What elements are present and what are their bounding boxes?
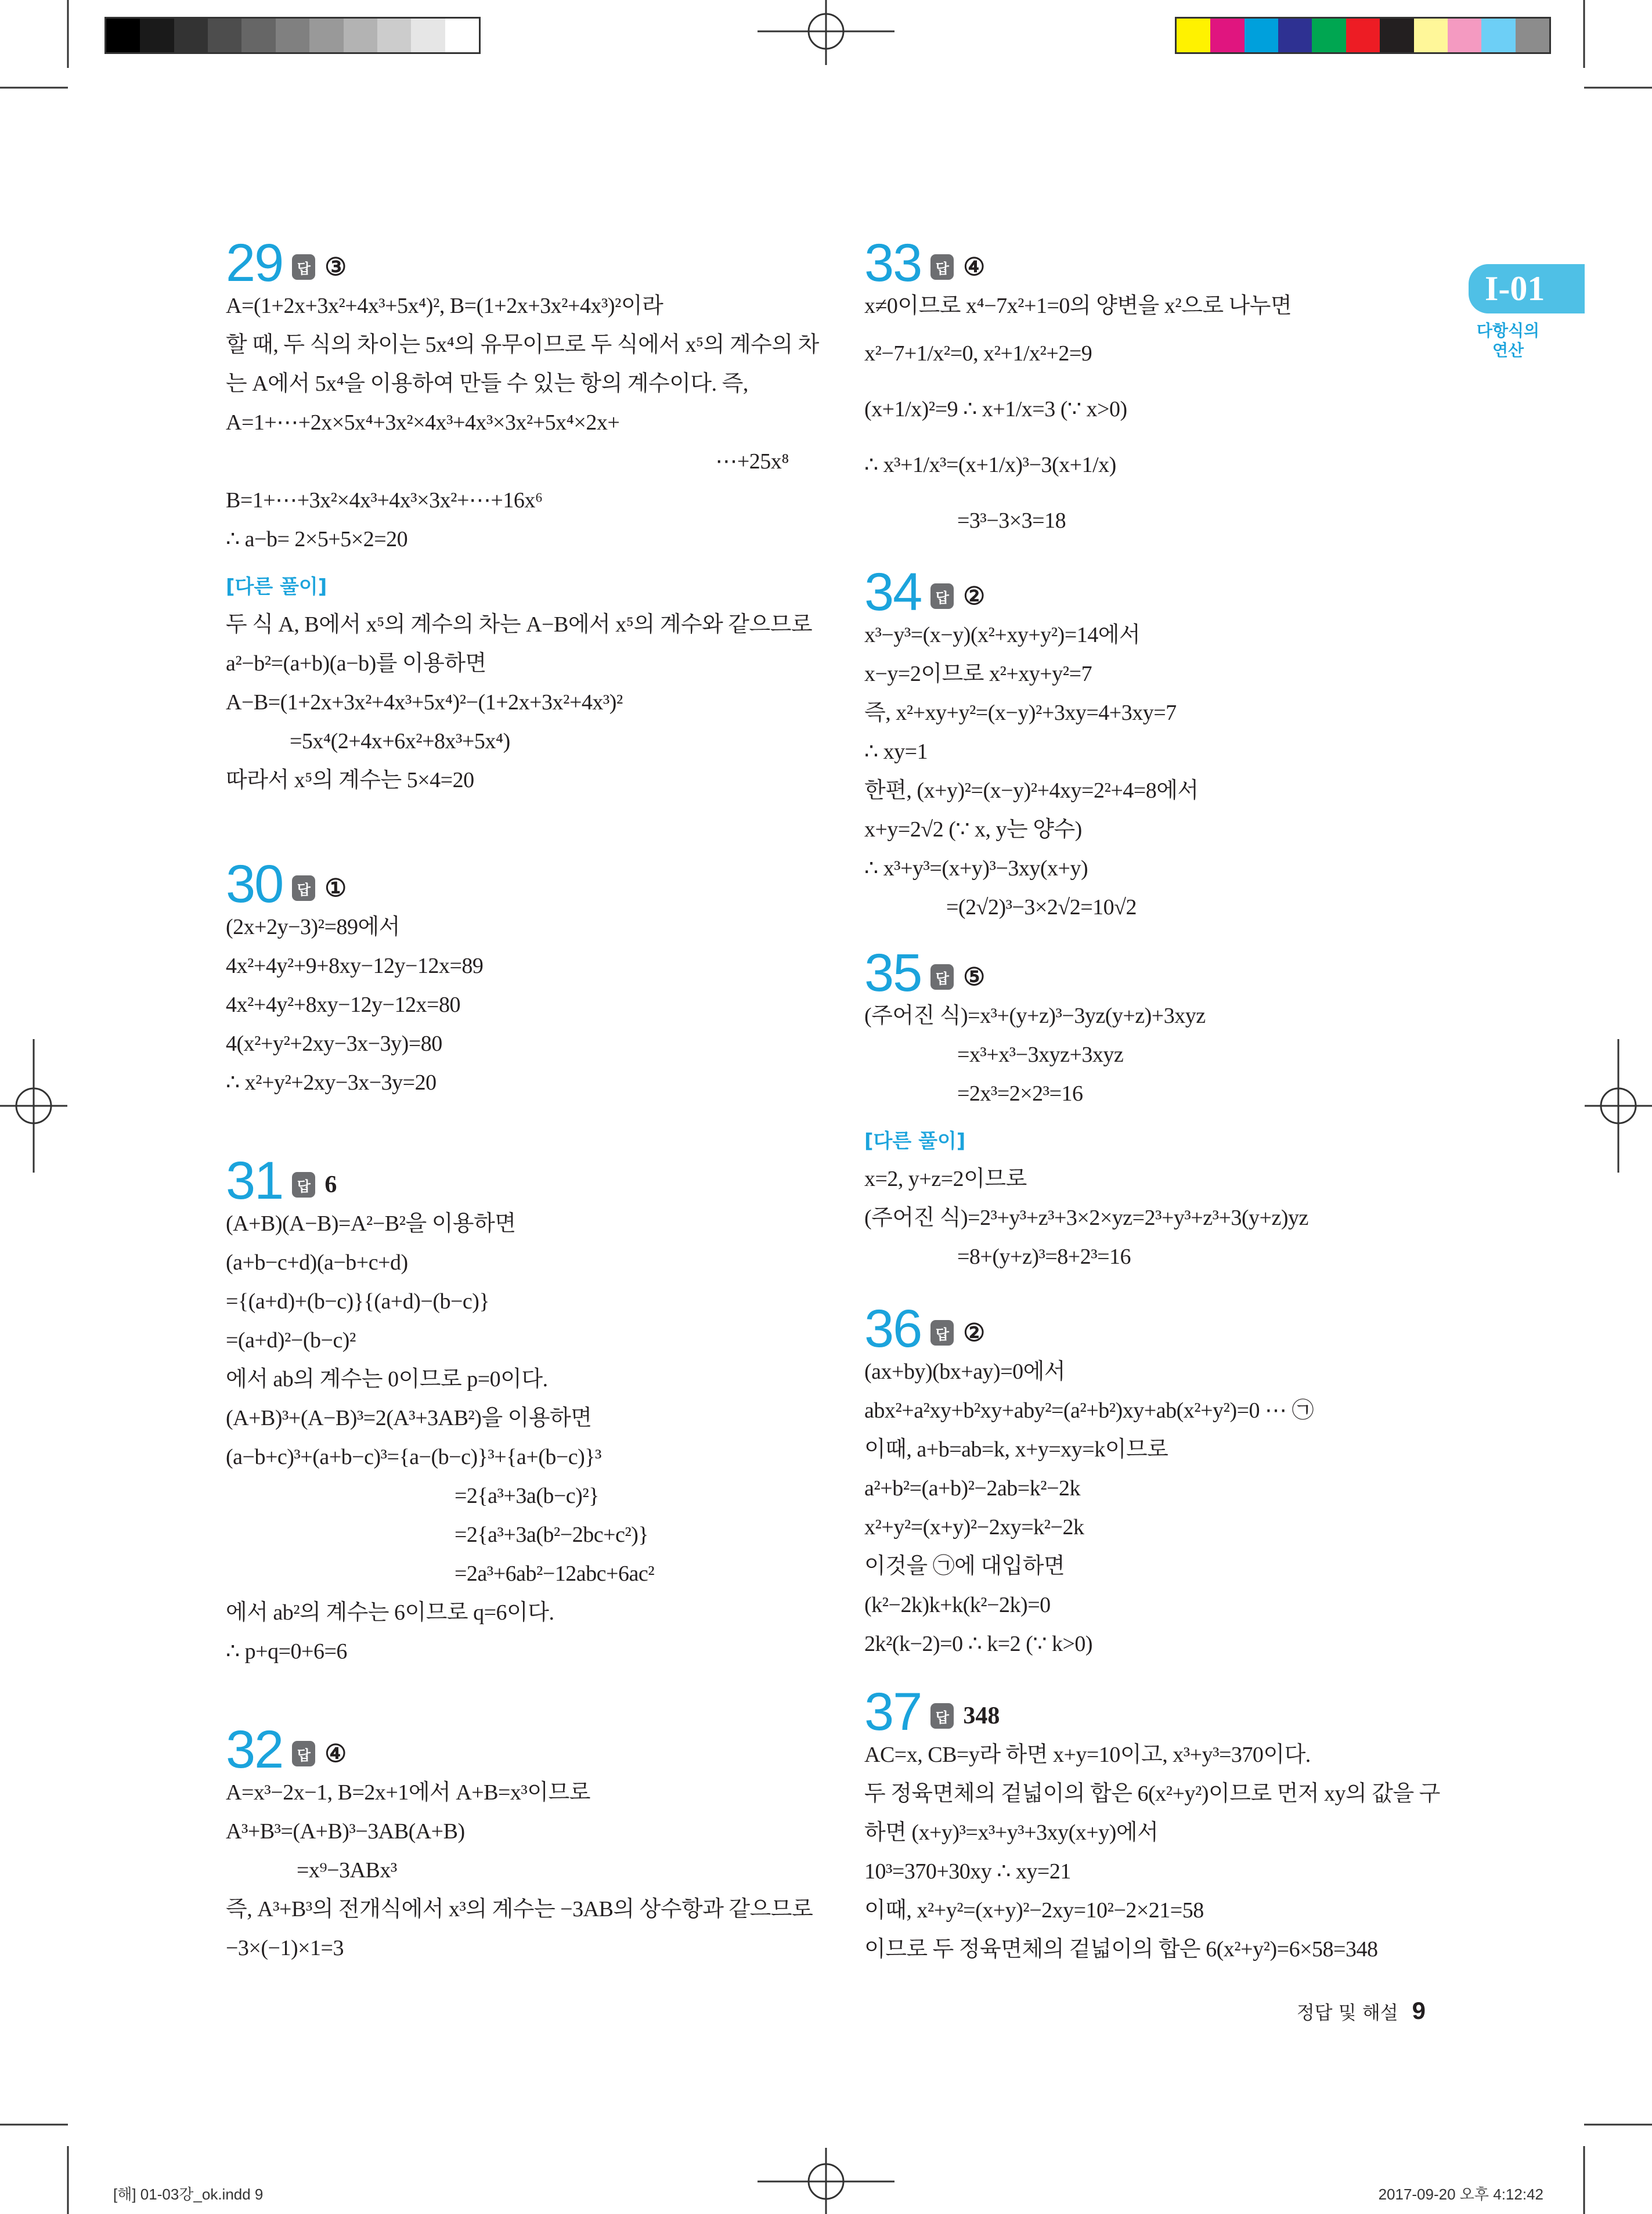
solution-line: (a+b−c+d)(a−b+c+d) [226,1250,408,1275]
solution-line: 4x²+4y²+8xy−12y−12x=80 [226,993,460,1017]
solution-line: (A+B)³+(A−B)³=2(A³+3AB²)을 이용하면 [226,1406,592,1430]
solution-line: =x⁹−3ABx³ [297,1858,397,1883]
problem-number: 35 [864,943,922,1003]
solution-line: x+y=2√2 (∵ x, y는 양수) [864,817,1082,842]
solution-line: =(2√2)³−3×2√2=10√2 [946,895,1137,920]
color-swatch [309,19,343,52]
solution-line: 이것을 ㉠에 대입하면 [864,1554,1065,1578]
problem-header [864,1299,1456,1358]
solution-line: A³+B³=(A+B)³−3AB(A+B) [226,1819,465,1844]
answer-badge: 답 [292,1172,315,1198]
answer-badge: 답 [930,254,954,280]
solution-line: B=1+⋯+3x²×4x³+4x³×3x²+⋯+16x⁶ [226,488,543,513]
problem-number: 33 [864,233,922,293]
color-swatch [1481,19,1515,52]
solution-line: (주어진 식)=x³+(y+z)³−3yz(y+z)+3xyz [864,1004,1206,1028]
solution-line: x³−y³=(x−y)(x²+xy+y²)=14에서 [864,623,1141,647]
color-swatch [1346,19,1380,52]
problem-header [864,562,1456,622]
solution-line: AC=x, CB=y라 하면 x+y=10이고, x³+y³=370이다. [864,1743,1311,1767]
problem-header [226,233,806,293]
solution-line: ∴ x³+1/x³=(x+1/x)³−3(x+1/x) [864,453,1116,477]
color-swatch [411,19,445,52]
color-swatch [1448,19,1481,52]
problem-header [864,943,1456,1003]
chapter-tab [1469,264,1585,313]
solution-line: =3³−3×3=18 [957,509,1066,533]
page-footer [1297,1997,1426,2025]
answer-value: 6 [324,1171,337,1198]
color-swatch [1245,19,1278,52]
solution-line: 하면 (x+y)³=x³+y³+3xy(x+y)에서 [864,1820,1159,1845]
problem-number: 29 [226,233,283,293]
color-swatch [1380,19,1413,52]
solution-36 [864,1299,1456,1664]
color-swatch [1516,19,1549,52]
color-swatch [1414,19,1448,52]
alternative-solution-line: A−B=(1+2x+3x²+4x³+5x⁴)²−(1+2x+3x²+4x³)² [226,690,623,715]
answer-badge: 답 [292,1741,315,1766]
chapter-tab-label: I-01 [1485,269,1545,308]
solution-31 [226,1151,806,1671]
solution-line: =2a³+6ab²−12abc+6ac² [455,1562,655,1586]
color-swatch [1312,19,1346,52]
solution-line: x²+y²=(x+y)²−2xy=k²−2k [864,1515,1084,1539]
answer-value: ④ [963,254,985,281]
solution-line: (ax+by)(bx+ay)=0에서 [864,1360,1066,1384]
answer-value: ② [963,583,985,610]
slug-timestamp: 2017-09-20 오후 4:12:42 [1378,2186,1543,2203]
solution-line: 한편, (x+y)²=(x−y)²+4xy=2²+4=8에서 [864,778,1199,803]
color-swatch [208,19,241,52]
solution-line: A=x³−2x−1, B=2x+1에서 A+B=x³이므로 [226,1780,590,1805]
problem-number: 32 [226,1720,283,1779]
alternative-solution-label: [다른 풀이] [864,1130,966,1153]
grayscale-calibration-bar [104,17,481,54]
solution-line: 2k²(k−2)=0 ∴ k=2 (∵ k>0) [864,1632,1093,1656]
solution-line: (a−b+c)³+(a+b−c)³={a−(b−c)}³+{a+(b−c)}³ [226,1445,601,1469]
solution-35 [864,943,1456,1277]
answer-value: ⑤ [963,964,985,991]
problem-number: 31 [226,1151,283,1210]
problem-header [226,1151,806,1210]
alternative-solution-line: =8+(y+z)³=8+2³=16 [957,1245,1131,1269]
chapter-title-line2: 연산 [1492,341,1524,360]
solution-line: =2{a³+3a(b²−2bc+c²)} [455,1523,649,1547]
solution-32 [226,1720,813,1968]
color-swatch [1278,19,1312,52]
color-calibration-bar [1175,17,1551,54]
solution-line: 즉, x²+xy+y²=(x−y)²+3xy=4+3xy=7 [864,701,1177,725]
solution-line: a²+b²=(a+b)²−2ab=k²−2k [864,1476,1081,1501]
solution-33 [864,233,1456,549]
alternative-solution-line: (주어진 식)=2³+y³+z³+3×2×yz=2³+y³+z³+3(y+z)yz [864,1206,1308,1230]
alternative-solution-line: 따라서 x⁵의 계수는 5×4=20 [226,768,474,792]
solution-line: 이때, a+b=ab=k, x+y=xy=k이므로 [864,1437,1168,1462]
answer-badge: 답 [930,1703,954,1729]
solution-line: x−y=2이므로 x²+xy+y²=7 [864,662,1092,686]
problem-header [226,1720,806,1779]
alternative-solution-line: 두 식 A, B에서 x⁵의 계수의 차는 A−B에서 x⁵의 계수와 같으므로 [226,612,813,637]
solution-line: ∴ xy=1 [864,740,928,764]
alternative-solution-line: x=2, y+z=2이므로 [864,1167,1027,1191]
slug-filename: [해] 01-03강_ok.indd 9 [113,2186,264,2203]
solution-line: 10³=370+30xy ∴ xy=21 [864,1859,1071,1884]
solution-line: (2x+2y−3)²=89에서 [226,915,400,939]
answer-badge: 답 [930,1320,954,1346]
solution-37 [864,1682,1456,1969]
solution-34 [864,562,1456,927]
solution-30 [226,854,806,1102]
solution-line: 이므로 두 정육면체의 겉넓이의 합은 6(x²+y²)=6×58=348 [864,1937,1378,1961]
page-number: 9 [1412,1997,1426,2024]
chapter-title-line1: 다항식의 [1476,321,1540,340]
solution-line: 에서 ab의 계수는 0이므로 p=0이다. [226,1367,548,1391]
alternative-solution-label: [다른 풀이] [226,575,327,598]
solution-line: x≠0이므로 x⁴−7x²+1=0의 양변을 x²으로 나누면 [864,294,1292,318]
solution-line: =2x³=2×2³=16 [957,1081,1083,1106]
solution-line: (A+B)(A−B)=A²−B²을 이용하면 [226,1211,516,1236]
solution-line: (k²−2k)k+k(k²−2k)=0 [864,1593,1051,1617]
problem-number: 36 [864,1299,922,1358]
problem-header [864,233,1456,293]
problem-header [226,854,806,914]
solution-line: 이때, x²+y²=(x+y)²−2xy=10²−2×21=58 [864,1898,1204,1923]
solution-line: 4(x²+y²+2xy−3x−3y)=80 [226,1032,442,1056]
answer-value: ② [963,1320,985,1347]
solution-line: x²−7+1/x²=0, x²+1/x²+2=9 [864,341,1092,366]
solution-line: A=1+⋯+2x×5x⁴+3x²×4x³+4x³×3x²+5x⁴×2x+ [226,410,620,435]
solution-line: A=(1+2x+3x²+4x³+5x⁴)², B=(1+2x+3x²+4x³)²이라 [226,294,663,318]
solution-line: =2{a³+3a(b−c)²} [455,1484,599,1508]
solution-line: ∴ a−b= 2×5+5×2=20 [226,527,408,551]
alternative-solution-line: a²−b²=(a+b)(a−b)를 이용하면 [226,651,486,676]
alternative-solution-line: =5x⁴(2+4x+6x²+8x³+5x⁴) [290,729,510,753]
solution-line: ⋯+25x⁸ [715,449,789,474]
problem-number: 30 [226,854,283,914]
solution-line: 할 때, 두 식의 차이는 5x⁴의 유무이므로 두 식에서 x⁵의 계수의 차 [226,333,819,357]
solution-line: (x+1/x)²=9 ∴ x+1/x=3 (∵ x>0) [864,397,1127,421]
solution-line: ∴ p+q=0+6=6 [226,1639,347,1664]
color-swatch [241,19,275,52]
answer-badge: 답 [292,254,315,280]
solution-line: 는 A에서 5x⁴을 이용하여 만들 수 있는 항의 계수이다. 즉, [226,372,748,396]
answer-badge: 답 [292,875,315,901]
solution-line: =x³+x³−3xyz+3xyz [957,1043,1124,1067]
color-swatch [276,19,309,52]
problem-number: 34 [864,562,922,622]
solution-line: =(a+d)²−(b−c)² [226,1328,356,1353]
color-swatch [344,19,377,52]
color-swatch [377,19,411,52]
chapter-title [1462,321,1554,360]
solution-line: ∴ x²+y²+2xy−3x−3y=20 [226,1070,437,1095]
solution-line: abx²+a²xy+b²xy+aby²=(a²+b²)xy+ab(x²+y²)=0 ⋯ ㉠ [864,1398,1314,1423]
solution-line: 에서 ab²의 계수는 6이므로 q=6이다. [226,1600,554,1625]
problem-header [864,1682,1456,1741]
answer-value: 348 [963,1703,1000,1729]
answer-value: ③ [324,254,347,281]
solution-line: 두 정육면체의 겉넓이의 합은 6(x²+y²)이므로 먼저 xy의 값을 구 [864,1782,1440,1806]
solution-line: 4x²+4y²+9+8xy−12y−12x=89 [226,954,484,978]
solution-line: ={(a+d)+(b−c)}{(a+d)−(b−c)} [226,1289,490,1314]
solution-29 [226,233,819,800]
footer-label: 정답 및 해설 [1296,2002,1398,2024]
problem-number: 37 [864,1682,922,1741]
solution-line: −3×(−1)×1=3 [226,1936,344,1960]
answer-value: ④ [324,1741,347,1768]
answer-badge: 답 [930,964,954,990]
color-swatch [140,19,174,52]
color-swatch [174,19,208,52]
color-swatch [1177,19,1210,52]
color-swatch [1210,19,1244,52]
answer-value: ① [324,875,347,902]
solution-line: 즉, A³+B³의 전개식에서 x³의 계수는 −3AB의 상수항과 같으므로 [226,1897,813,1921]
color-swatch [106,19,140,52]
solution-line: ∴ x³+y³=(x+y)³−3xy(x+y) [864,856,1088,881]
answer-badge: 답 [930,583,954,609]
color-swatch [445,19,479,52]
